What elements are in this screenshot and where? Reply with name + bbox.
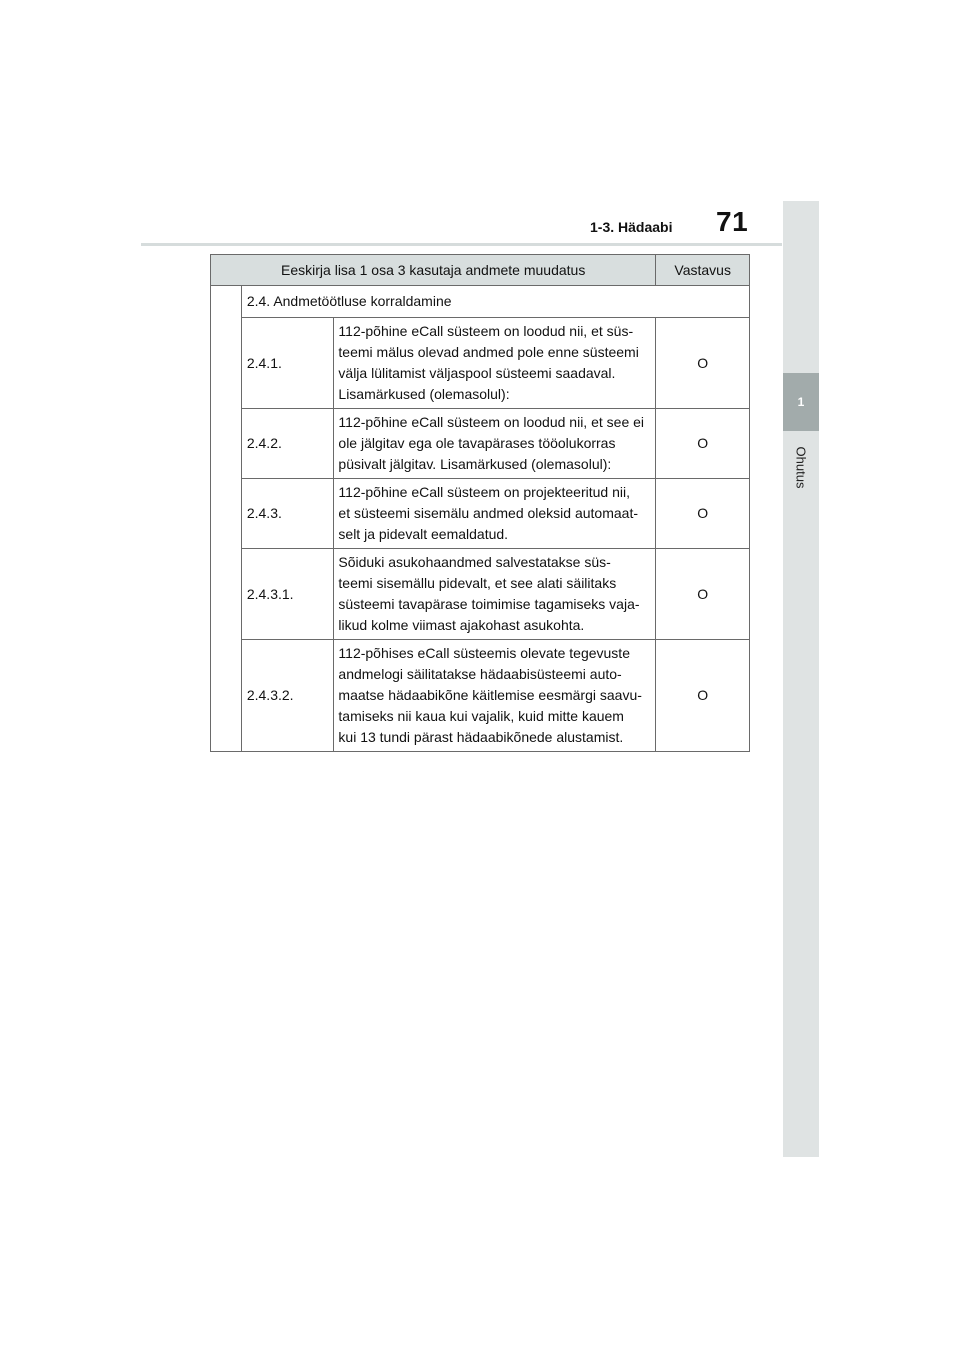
row-code: 2.4.3.	[241, 479, 334, 549]
row-text-line: 112-põhine eCall süsteem on loodud nii, et see ei	[338, 414, 645, 430]
table-row	[211, 549, 750, 640]
table-row	[211, 479, 750, 549]
row-text-line: teemi sisemällu pidevalt, et see alati säilitaks	[338, 575, 617, 591]
row-value: O	[656, 549, 750, 640]
indent-cell	[211, 286, 242, 752]
row-text	[334, 409, 656, 479]
row-text-line: Lisamärkused (olemasolul):	[338, 386, 510, 402]
row-text-line: süsteemi tavapärase toimimise tagamiseks vaja-	[338, 596, 640, 612]
row-code: 2.4.1.	[241, 318, 334, 409]
row-text-line: 112-põhine eCall süsteem on projekteeritud nii,	[338, 484, 630, 500]
row-value: O	[656, 318, 750, 409]
row-value: O	[656, 479, 750, 549]
row-text-line: tamiseks nii kaua kui vajalik, kuid mitte kauem	[338, 708, 624, 724]
row-text-line: teemi mälus olevad andmed pole enne süsteemi	[338, 344, 639, 360]
row-code: 2.4.3.1.	[241, 549, 334, 640]
section-title-cell: 2.4. Andmetöötluse korraldamine	[241, 286, 749, 318]
row-text-line: maatse hädaabikõne käitlemise eesmärgi saavu-	[338, 687, 642, 703]
regulation-table	[210, 254, 750, 752]
row-text-line: selt ja pidevalt eemaldatud.	[338, 526, 509, 542]
row-text-line: 112-põhises eCall süsteemis olevate tegevuste	[338, 645, 630, 661]
row-text-line: et süsteemi sisemälu andmed oleksid automaat-	[338, 505, 638, 521]
row-text	[334, 549, 656, 640]
page-number: 71	[716, 206, 749, 237]
row-text-line: 112-põhine eCall süsteem on loodud nii, et süs-	[338, 323, 634, 339]
row-text-line: kui 13 tundi pärast hädaabikõnede alustamist.	[338, 729, 624, 745]
chapter-label-container	[783, 437, 819, 497]
row-code: 2.4.3.2.	[241, 640, 334, 752]
table-row	[211, 409, 750, 479]
table-row	[211, 318, 750, 409]
row-text-line: ole jälgitav ega ole tavapärases tööolukorras	[338, 435, 616, 451]
header-rule	[141, 243, 782, 246]
section-title: 1-3. Hädaabi	[590, 219, 673, 235]
header-compliance: Vastavus	[656, 255, 750, 286]
row-value: O	[656, 409, 750, 479]
row-text	[334, 479, 656, 549]
row-code: 2.4.2.	[241, 409, 334, 479]
chapter-side-tab	[783, 201, 819, 1157]
row-value: O	[656, 640, 750, 752]
row-text-line: likud kolme viimast ajakohast asukohta.	[338, 617, 585, 633]
header-description: Eeskirja lisa 1 osa 3 kasutaja andmete muudatus	[211, 255, 656, 286]
row-text-line: andmelogi säilitatakse hädaabisüsteemi auto-	[338, 666, 622, 682]
row-text	[334, 318, 656, 409]
chapter-number: 1	[783, 373, 819, 431]
row-text-line: püsivalt jälgitav. Lisamärkused (olemasolul):	[338, 456, 612, 472]
table-row	[211, 640, 750, 752]
section-row	[211, 286, 750, 318]
row-text-line: Sõiduki asukohaandmed salvestatakse süs-	[338, 554, 611, 570]
chapter-label: Ohutus	[793, 446, 809, 488]
row-text-line: välja lülitamist väljaspool süsteemi saadaval.	[338, 365, 616, 381]
table-header-row	[211, 255, 750, 286]
row-text	[334, 640, 656, 752]
